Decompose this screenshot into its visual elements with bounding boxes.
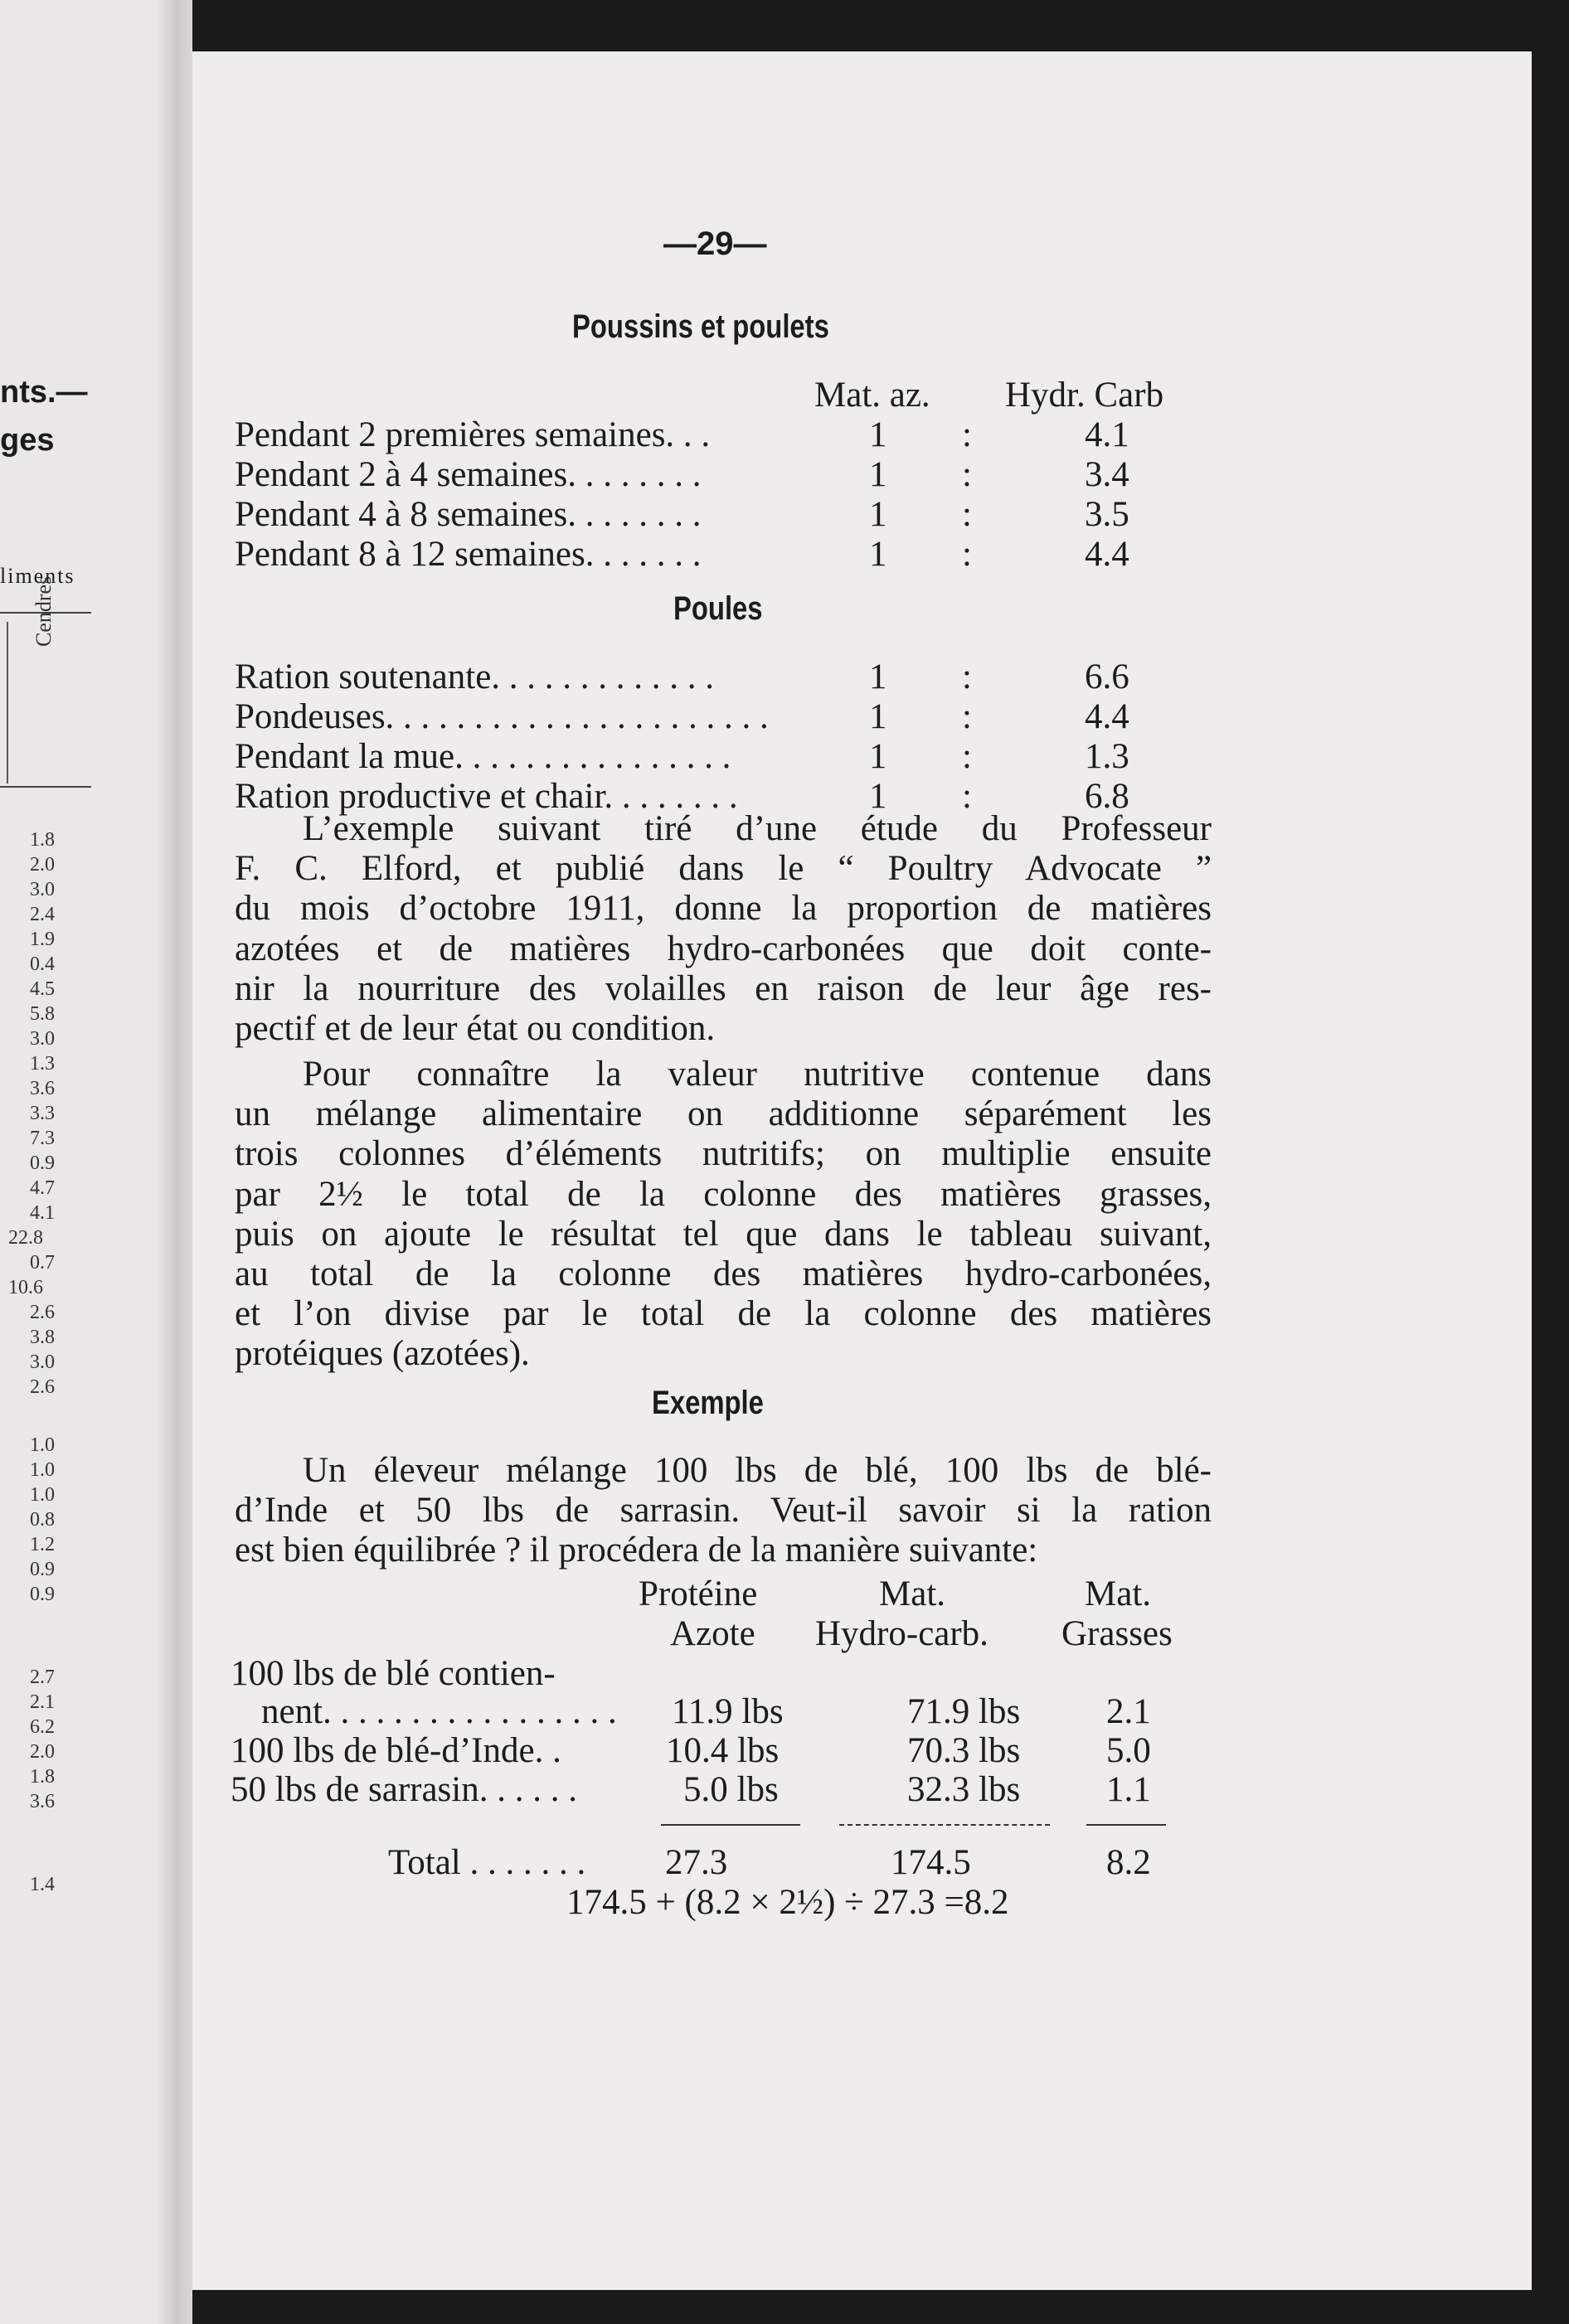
paragraph-line: L’exemple suivant tiré d’une étude du Professeur (303, 809, 1212, 848)
ration-hydr-carb: 4.1 (1085, 415, 1129, 454)
section-heading-poussins: Poussins et poulets (572, 308, 829, 345)
ration-separator: : (962, 697, 972, 736)
ration-hydr-carb: 3.5 (1085, 495, 1129, 534)
ration-row-label: Pendant 4 à 8 semaines. . . . . . . . (235, 495, 702, 534)
ration-hydr-carb: 6.8 (1085, 777, 1129, 816)
left-page-fragment: ges (0, 423, 55, 458)
left-page-number: 2.1 (30, 1691, 55, 1713)
table-header-hydro-carb: Hydro-carb. (815, 1614, 989, 1653)
left-page-number: 3.6 (30, 1791, 55, 1812)
paragraph-line: nir la nourriture des volailles en raison de leur âge res- (235, 968, 1212, 1008)
left-page-number: 1.9 (30, 929, 55, 950)
table-header-proteine: Protéine (639, 1574, 758, 1613)
ration-row-label: Ration soutenante. . . . . . . . . . . . . (235, 657, 715, 696)
table-cell-grasses: 1.1 (1106, 1770, 1151, 1809)
paragraph-line: au total de la colonne des matières hydro-carbonées, (235, 1254, 1212, 1294)
left-page-number: 1.0 (30, 1484, 55, 1506)
section-heading-exemple: Exemple (652, 1385, 764, 1421)
table-header-azote: Azote (670, 1614, 755, 1653)
ration-separator: : (962, 777, 972, 816)
left-page-number: 3.3 (30, 1103, 55, 1124)
table-header-grasses: Grasses (1061, 1614, 1173, 1653)
left-page-number: 1.0 (30, 1459, 55, 1481)
paragraph-line: un mélange alimentaire on additionne séparément les (235, 1094, 1212, 1134)
table-cell-proteine: 11.9 lbs (672, 1692, 784, 1731)
ration-hydr-carb: 1.3 (1085, 737, 1129, 776)
ration-row-label: Ration productive et chair. . . . . . . . (235, 777, 738, 816)
page-number: —29— (663, 226, 767, 262)
ration-separator: : (962, 535, 972, 574)
table-header-mat: Mat. (1085, 1574, 1152, 1613)
left-page-number: 0.9 (30, 1559, 55, 1580)
table-sum-rule (1086, 1824, 1166, 1826)
table-total-label: Total . . . . . . . (388, 1843, 586, 1882)
table-row-label: 100 lbs de blé-d’Inde. . (231, 1731, 561, 1770)
paragraph-line: puis on ajoute le résultat tel que dans le tableau suivant, (235, 1214, 1212, 1254)
table-row-label: nent. . . . . . . . . . . . . . . . . (261, 1692, 617, 1731)
ration-row-label: Pendant 8 à 12 semaines. . . . . . . (235, 535, 702, 574)
table-cell-proteine: 5.0 lbs (683, 1770, 779, 1809)
left-page-rule (0, 786, 91, 788)
ration-row-label: Pendant la mue. . . . . . . . . . . . . . . . (235, 737, 731, 776)
left-page-number: 0.4 (30, 953, 55, 975)
paragraph-line: F. C. Elford, et publié dans le “ Poultry Advocate ” (235, 849, 1212, 889)
table-sum-rule (839, 1824, 1050, 1826)
left-page-number: 1.2 (30, 1534, 55, 1555)
left-page-number: 0.8 (30, 1509, 55, 1531)
ration-mat-az: 1 (869, 737, 887, 776)
left-page-number: 2.4 (30, 904, 55, 925)
left-page-fragment: nts.— (0, 375, 88, 410)
table-cell-hydro: 70.3 lbs (907, 1731, 1021, 1770)
paragraph-line: Un éleveur mélange 100 lbs de blé, 100 lbs de blé- (303, 1451, 1212, 1490)
ration-separator: : (962, 495, 972, 534)
paragraph-line: et l’on divise par le total de la colonne des matières (235, 1294, 1212, 1334)
left-page-number: 3.0 (30, 879, 55, 900)
table-total-proteine: 27.3 (665, 1843, 728, 1882)
paragraph-eleveur (235, 1451, 1212, 1571)
table-row-label: 100 lbs de blé contien- (231, 1654, 556, 1693)
left-page-number: 3.0 (30, 1028, 55, 1050)
ration-separator: : (962, 737, 972, 776)
paragraph-line: par 2½ le total de la colonne des matières grasses, (235, 1174, 1212, 1214)
paragraph-line: d’Inde et 50 lbs de sarrasin. Veut-il savoir si la ration (235, 1491, 1212, 1531)
col-head-hydr-carb: Hydr. Carb (1005, 376, 1164, 415)
section-heading-poules: Poules (673, 590, 763, 627)
left-page-number: 2.6 (30, 1376, 55, 1398)
table-cell-hydro: 71.9 lbs (907, 1692, 1021, 1731)
ration-mat-az: 1 (869, 535, 887, 574)
left-page-number: 0.9 (30, 1152, 55, 1174)
table-header-mat: Mat. (879, 1574, 946, 1613)
table-cell-grasses: 5.0 (1106, 1731, 1151, 1770)
book-gutter (158, 0, 192, 2324)
col-head-mat-az: Mat. az. (814, 376, 930, 415)
table-cell-hydro: 32.3 lbs (907, 1770, 1021, 1809)
left-page-number: 5.8 (30, 1003, 55, 1025)
left-page-number: 4.1 (30, 1202, 55, 1224)
left-page-number: 10.6 (8, 1277, 43, 1298)
ration-mat-az: 1 (869, 415, 887, 454)
ration-separator: : (962, 657, 972, 696)
ration-row-label: Pondeuses. . . . . . . . . . . . . . . . . . . . . . (235, 697, 769, 736)
left-page-number: 7.3 (30, 1128, 55, 1149)
paragraph-line: trois colonnes d’éléments nutritifs; on multiplie ensuite (235, 1134, 1212, 1174)
ration-hydr-carb: 3.4 (1085, 455, 1129, 494)
formula: 174.5 + (8.2 × 2½) ÷ 27.3 =8.2 (566, 1883, 1009, 1922)
paragraph-line: protéiques (azotées). (235, 1334, 530, 1374)
ration-mat-az: 1 (869, 697, 887, 736)
ration-hydr-carb: 6.6 (1085, 657, 1129, 696)
paragraph-elford (235, 809, 1212, 1049)
ration-separator: : (962, 455, 972, 494)
left-page-number: 2.0 (30, 1741, 55, 1763)
left-page-number: 6.2 (30, 1716, 55, 1738)
table-row-label: 50 lbs de sarrasin. . . . . . (231, 1770, 577, 1809)
ration-separator: : (962, 415, 972, 454)
paragraph-valeur-nutritive (235, 1055, 1212, 1375)
left-page-number: 2.6 (30, 1302, 55, 1323)
left-page-number: 1.0 (30, 1434, 55, 1456)
ration-row-label: Pendant 2 à 4 semaines. . . . . . . . (235, 455, 702, 494)
table-cell-grasses: 2.1 (1106, 1692, 1151, 1731)
table-total-grasses: 8.2 (1106, 1843, 1151, 1882)
ration-mat-az: 1 (869, 657, 887, 696)
left-page-column-label: Cendres (32, 575, 56, 647)
left-page-number: 0.7 (30, 1252, 55, 1274)
ration-mat-az: 1 (869, 777, 887, 816)
left-page-number: 4.7 (30, 1177, 55, 1199)
ration-mat-az: 1 (869, 455, 887, 494)
left-page-number: 22.8 (8, 1227, 43, 1249)
table-total-hydro: 174.5 (891, 1843, 971, 1882)
ration-mat-az: 1 (869, 495, 887, 534)
left-page-number: 1.8 (30, 829, 55, 851)
left-page-number: 2.7 (30, 1667, 55, 1688)
paragraph-line: Pour connaître la valeur nutritive contenue dans (303, 1055, 1212, 1094)
table-cell-proteine: 10.4 lbs (666, 1731, 780, 1770)
left-page-number: 1.3 (30, 1053, 55, 1075)
left-page-number: 3.8 (30, 1327, 55, 1348)
left-page-number: 2.0 (30, 854, 55, 876)
paragraph-line: est bien équilibrée ? il procédera de la manière suivante: (235, 1531, 1038, 1570)
left-page-number: 4.5 (30, 978, 55, 1000)
left-page-number: 3.0 (30, 1351, 55, 1373)
paragraph-line: du mois d’octobre 1911, donne la proportion de matières (235, 889, 1212, 929)
paragraph-line: azotées et de matières hydro-carbonées que doit conte- (235, 929, 1212, 968)
ration-hydr-carb: 4.4 (1085, 535, 1129, 574)
left-page-number: 3.6 (30, 1078, 55, 1099)
left-page-number: 1.8 (30, 1766, 55, 1788)
left-page-number: 0.9 (30, 1584, 55, 1605)
left-page-fragment: liments (0, 564, 75, 588)
table-sum-rule (661, 1824, 800, 1826)
left-page-number: 1.4 (30, 1874, 55, 1895)
ration-row-label: Pendant 2 premières semaines. . . (235, 415, 711, 454)
paragraph-line: pectif et de leur état ou condition. (235, 1009, 716, 1049)
left-page-rule (7, 622, 8, 784)
ration-hydr-carb: 4.4 (1085, 697, 1129, 736)
